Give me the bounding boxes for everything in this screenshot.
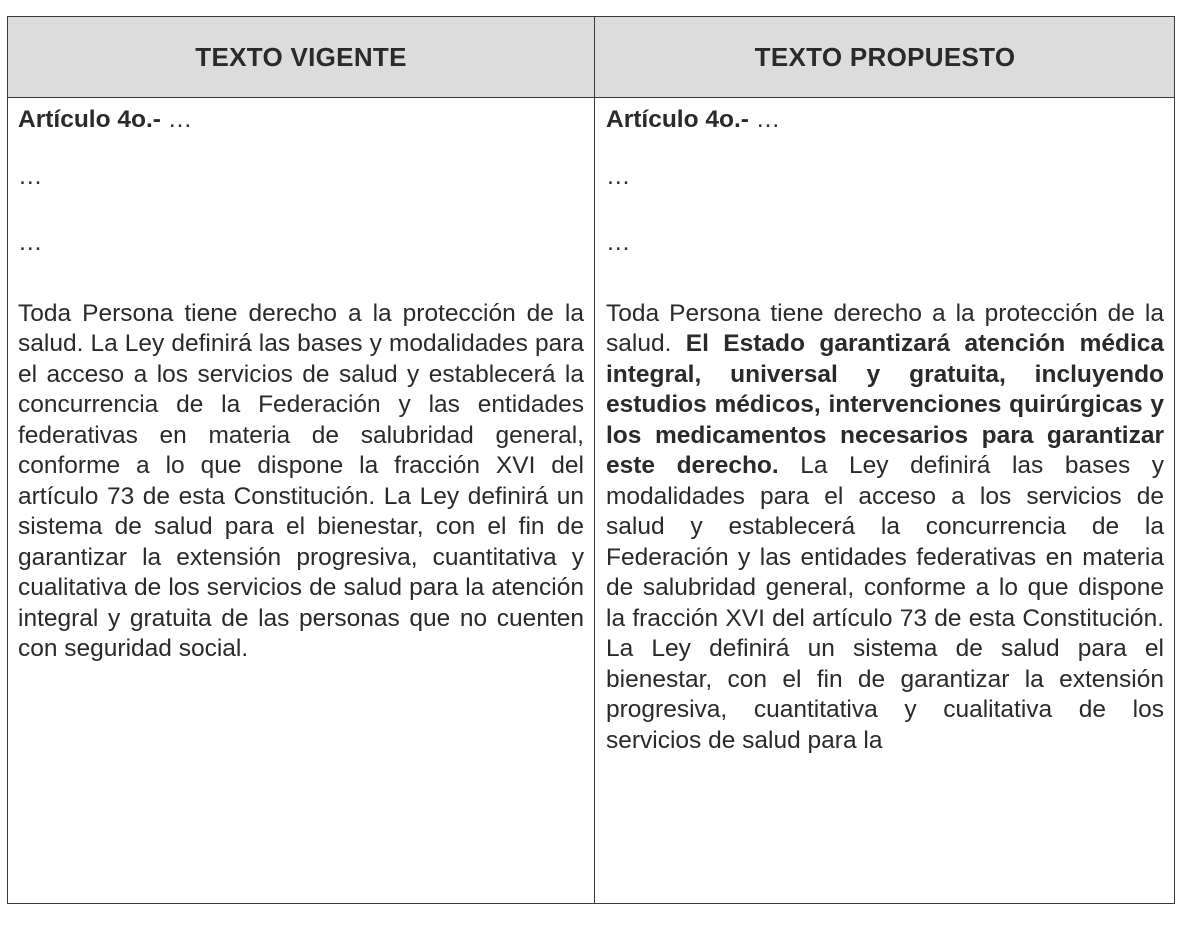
paragraph-added-text: El Estado garantizará atención médica integral, universal y gratuita, incluyendo estudios médicos, intervenciones quirúrgicas y los medicamentos necesarios para garantizar este derecho. (606, 330, 1165, 479)
column-divider (594, 17, 595, 903)
article-ellipsis: … (160, 106, 193, 133)
article-heading (606, 105, 1164, 136)
table-header-row (8, 17, 1174, 98)
header-texto-vigente: TEXTO VIGENTE (195, 41, 407, 72)
paragraph-start: Toda Persona tiene derecho a la protección de la salud. (606, 299, 1164, 357)
comparison-table (7, 16, 1175, 904)
ellipsis-line: … (606, 162, 631, 190)
ellipsis-line: … (18, 162, 43, 190)
article-heading (18, 105, 584, 136)
ellipsis-line: … (18, 229, 43, 256)
paragraph-end: La Ley definirá las bases y modalidades para el acceso a los servicios de salud y establecerá la concurrencia de la Federación y las entidades federativas en materia de salubridad general, conforme a lo que dispone la fracción XVI del artículo 73 de esta Constitución. La Ley definirá un sistema de salud para el bienestar, con el fin de garantizar la extensión progresiva, cuantitativa y cualitativa de los servicios de salud para la (606, 452, 1164, 754)
article-label: Artículo 4o.- (18, 106, 161, 133)
column-texto-vigente (18, 99, 584, 903)
header-texto-propuesto: TEXTO PROPUESTO (754, 41, 1016, 72)
article-ellipsis: … (748, 106, 781, 133)
column-texto-propuesto (606, 99, 1164, 903)
ellipsis-line: … (606, 229, 631, 256)
article-label: Artículo 4o.- (606, 106, 749, 133)
article-paragraph (606, 299, 1164, 757)
article-paragraph: Toda Persona tiene derecho a la protección de la salud. La Ley definirá las bases y modalidades para el acceso a los servicios de salud y establecerá la concurrencia de la Federación y las entidades federativas en materia de salubridad general, conforme a lo que dispone la fracción XVI del artículo 73 de esta Constitución. La Ley definirá un sistema de salud para el bienestar, con el fin de garantizar la extensión progresiva, cuantitativa y cualitativa de los servicios de salud para la atención integral y gratuita de las personas que no cuenten con seguridad social. (18, 299, 584, 662)
